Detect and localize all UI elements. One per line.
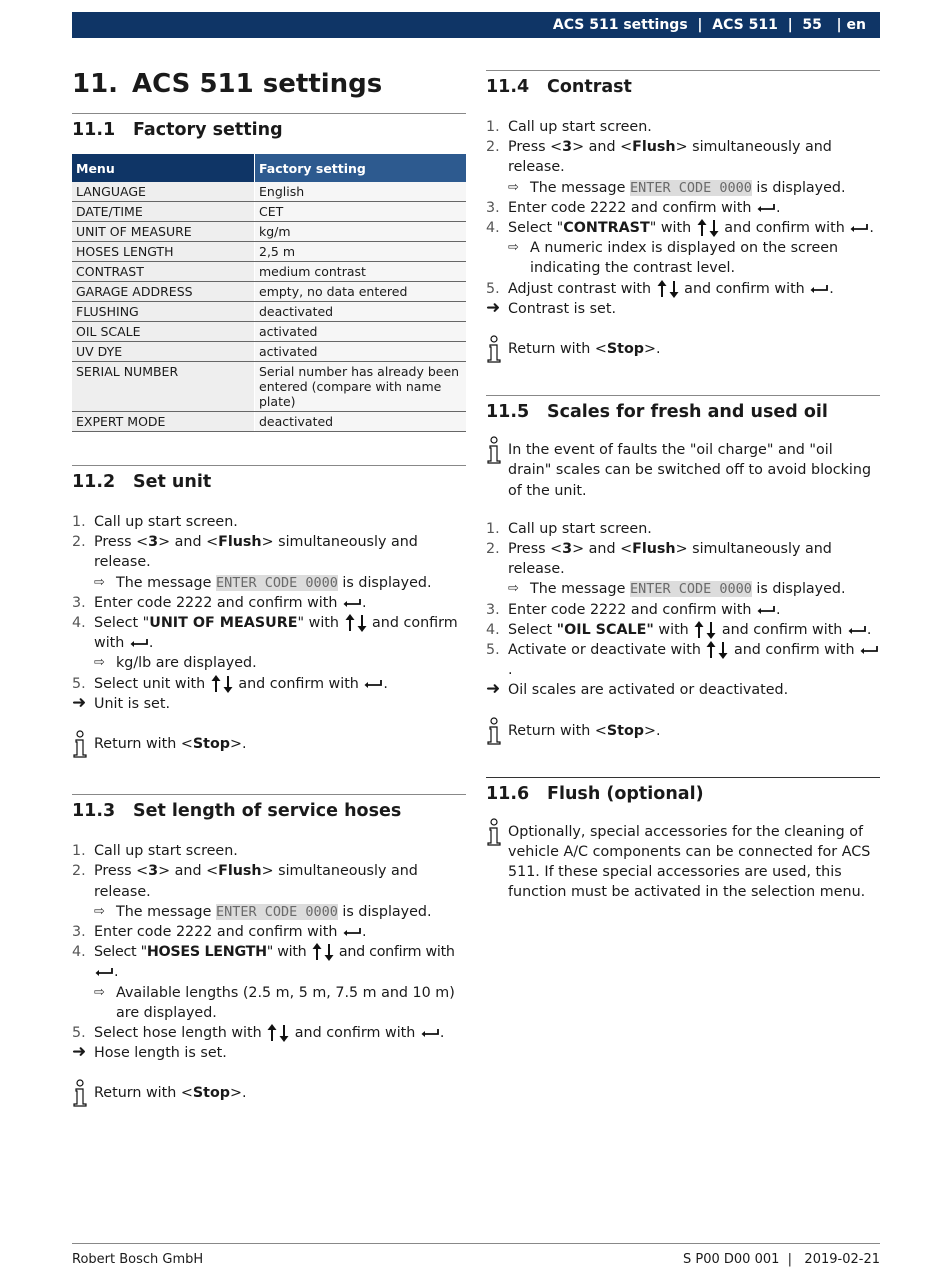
section-11-5	[486, 395, 880, 751]
cell: English	[255, 182, 467, 202]
display-code: ENTER CODE 0000	[629, 179, 752, 196]
list-item: 1. Call up start screen.	[486, 520, 652, 537]
up-down-arrows-icon	[693, 621, 717, 639]
cell: empty, no data entered	[255, 282, 467, 302]
final-result-arrow-icon: ➜	[72, 1042, 87, 1063]
info-icon	[486, 335, 502, 363]
enter-key-icon	[94, 967, 114, 977]
footer-doc-info: S P00 D00 001 | 2019-02-21	[683, 1252, 880, 1267]
page-footer	[72, 1243, 880, 1267]
table-row	[72, 342, 466, 362]
result-line: ➜ Contrast is set.	[486, 297, 616, 318]
up-down-arrows-icon	[344, 614, 368, 632]
chapter-title: 11. ACS 511 settings	[72, 69, 383, 99]
result-line: ➜ Unit is set.	[72, 692, 171, 713]
cell: SERIAL NUMBER	[72, 362, 255, 412]
step-list	[72, 841, 466, 1063]
result-arrow-icon: ⇨	[508, 581, 519, 597]
list-item: 2. Press <3> and <Flush> simultaneously and release.	[72, 863, 418, 900]
enter-key-icon	[342, 927, 362, 937]
enter-key-icon	[363, 679, 383, 689]
enter-key-icon	[849, 223, 869, 233]
list-item: 2. Press <3> and <Flush> simultaneously and release.	[486, 541, 832, 578]
up-down-arrows-icon	[656, 280, 680, 298]
final-result-arrow-icon: ➜	[72, 692, 87, 713]
cell: UNIT OF MEASURE	[72, 222, 255, 242]
info-icon	[486, 818, 502, 846]
enter-key-icon	[859, 645, 879, 655]
result-arrow-icon: ⇨	[94, 903, 105, 919]
cell: deactivated	[255, 302, 467, 322]
list-item: ⇨ Available lengths (2.5 m, 5 m, 7.5 m and 10 m) are displayed.	[72, 983, 466, 1023]
table-row	[72, 182, 466, 202]
result-arrow-icon: ⇨	[94, 655, 105, 671]
footer-company: Robert Bosch GmbH	[72, 1252, 204, 1267]
enter-key-icon	[847, 625, 867, 635]
up-down-arrows-icon	[311, 943, 335, 961]
table-row	[72, 322, 466, 342]
section-title: 11.3 Set length of service hoses	[72, 801, 402, 822]
info-note: Return with <Stop>.	[486, 335, 880, 369]
display-code: ENTER CODE 0000	[215, 574, 338, 591]
table-row	[72, 282, 466, 302]
display-code: ENTER CODE 0000	[629, 581, 752, 598]
cell: activated	[255, 342, 467, 362]
enter-key-icon	[756, 605, 776, 615]
up-down-arrows-icon	[696, 219, 720, 237]
list-item: 5. Select hose length with and confirm with .	[72, 1025, 445, 1042]
list-item: ⇨ The message ENTER CODE 0000 is displayed.	[486, 579, 880, 599]
enter-key-icon	[342, 598, 362, 608]
right-column	[486, 70, 880, 903]
enter-key-icon	[420, 1028, 440, 1038]
column-header: Factory setting	[255, 154, 467, 182]
list-item: 5. Select unit with and confirm with .	[72, 675, 388, 692]
section-11-4	[486, 70, 880, 369]
enter-key-icon	[129, 638, 149, 648]
cell: HOSES LENGTH	[72, 242, 255, 262]
info-icon	[72, 1079, 88, 1107]
section-title: 11.6 Flush (optional)	[486, 783, 704, 804]
cell: UV DYE	[72, 342, 255, 362]
section-title: 11.2 Set unit	[72, 472, 212, 492]
list-item: ⇨ The message ENTER CODE 0000 is displayed.	[486, 178, 880, 198]
section-title: 11.4 Contrast	[486, 77, 632, 97]
list-item: 3. Enter code 2222 and confirm with .	[72, 594, 367, 611]
cell: Serial number has already been entered (compare with name plate)	[255, 362, 467, 412]
list-item: 3. Enter code 2222 and confirm with .	[486, 199, 781, 216]
list-item: 4. Select "UNIT OF MEASURE" with and confirm with .	[72, 615, 458, 652]
table-row	[72, 412, 466, 432]
info-note: In the event of faults the "oil charge" and "oil drain" scales can be switched off to avoid blocking of the unit.	[486, 436, 880, 501]
section-title: 11.5 Scales for fresh and used oil	[486, 402, 828, 423]
display-code: ENTER CODE 0000	[215, 903, 338, 920]
up-down-arrows-icon	[210, 675, 234, 693]
table-row	[72, 262, 466, 282]
section-title: 11.1 Factory setting	[72, 120, 283, 140]
list-item: 4. Select "HOSES LENGTH" with and confirm with .	[72, 944, 455, 981]
table-row	[72, 362, 466, 412]
cell: LANGUAGE	[72, 182, 255, 202]
cell: EXPERT MODE	[72, 412, 255, 432]
list-item: 2. Press <3> and <Flush> simultaneously and release.	[486, 139, 832, 176]
result-arrow-icon: ⇨	[508, 179, 519, 195]
list-item: ⇨ The message ENTER CODE 0000 is displayed.	[72, 902, 466, 922]
step-list	[486, 519, 880, 701]
page-header	[72, 12, 880, 38]
table-row	[72, 202, 466, 222]
info-note: Return with <Stop>.	[72, 730, 466, 764]
cell: OIL SCALE	[72, 322, 255, 342]
table-header	[72, 154, 466, 182]
list-item: 4. Select "OIL SCALE" with and confirm with .	[486, 621, 872, 638]
list-item: 1. Call up start screen.	[486, 119, 652, 135]
list-item: 5. Adjust contrast with and confirm with .	[486, 280, 834, 297]
section-11-2	[72, 465, 466, 764]
cell: GARAGE ADDRESS	[72, 282, 255, 302]
result-line: ➜ Hose length is set.	[72, 1042, 227, 1063]
info-note: Return with <Stop>.	[72, 1079, 466, 1113]
info-icon	[486, 717, 502, 745]
table-row	[72, 302, 466, 322]
up-down-arrows-icon	[266, 1024, 290, 1042]
cell: CET	[255, 202, 467, 222]
enter-key-icon	[809, 284, 829, 294]
list-item: 3. Enter code 2222 and confirm with .	[72, 924, 367, 941]
step-list	[486, 117, 880, 319]
list-item: ⇨ A numeric index is displayed on the screen indicating the contrast level.	[486, 238, 880, 278]
list-item: 3. Enter code 2222 and confirm with .	[486, 601, 781, 618]
cell: FLUSHING	[72, 302, 255, 322]
cell: CONTRAST	[72, 262, 255, 282]
section-11-1	[72, 113, 466, 432]
final-result-arrow-icon: ➜	[486, 679, 501, 700]
table-row	[72, 222, 466, 242]
left-column	[72, 60, 466, 1114]
up-down-arrows-icon	[705, 641, 729, 659]
list-item: 2. Press <3> and <Flush> simultaneously and release.	[72, 534, 418, 571]
cell: activated	[255, 322, 467, 342]
result-arrow-icon: ⇨	[94, 984, 105, 1000]
cell: DATE/TIME	[72, 202, 255, 222]
info-icon	[72, 730, 88, 758]
cell: medium contrast	[255, 262, 467, 282]
section-11-3	[72, 794, 466, 1113]
list-item: ⇨ The message ENTER CODE 0000 is displayed.	[72, 573, 466, 593]
cell: kg/m	[255, 222, 467, 242]
list-item: 1. Call up start screen.	[72, 514, 238, 530]
cell: deactivated	[255, 412, 467, 432]
column-header: Menu	[72, 154, 255, 182]
info-note: Optionally, special accessories for the cleaning of vehicle A/C components can be connected for ACS 511. If these special accessories are used, this function must be activated in the selection menu.	[486, 818, 880, 903]
step-list	[72, 512, 466, 714]
enter-key-icon	[756, 203, 776, 213]
list-item: 4. Select "CONTRAST" with and confirm with .	[486, 220, 874, 237]
result-arrow-icon: ⇨	[508, 240, 519, 256]
cell: 2,5 m	[255, 242, 467, 262]
list-item: ⇨ kg/lb are displayed.	[72, 653, 466, 673]
final-result-arrow-icon: ➜	[486, 297, 501, 318]
info-icon	[486, 436, 502, 464]
info-note: Return with <Stop>.	[486, 717, 880, 751]
result-arrow-icon: ⇨	[94, 574, 105, 590]
section-11-6	[486, 777, 880, 903]
header-text: ACS 511 settings | ACS 511 | 55 | en	[552, 17, 866, 33]
result-line: ➜ Oil scales are activated or deactivated.	[486, 679, 789, 700]
list-item: 5. Activate or deactivate with and confirm with .	[486, 640, 880, 680]
factory-setting-table	[72, 154, 466, 432]
list-item: 1. Call up start screen.	[72, 843, 238, 860]
table-row	[72, 242, 466, 262]
